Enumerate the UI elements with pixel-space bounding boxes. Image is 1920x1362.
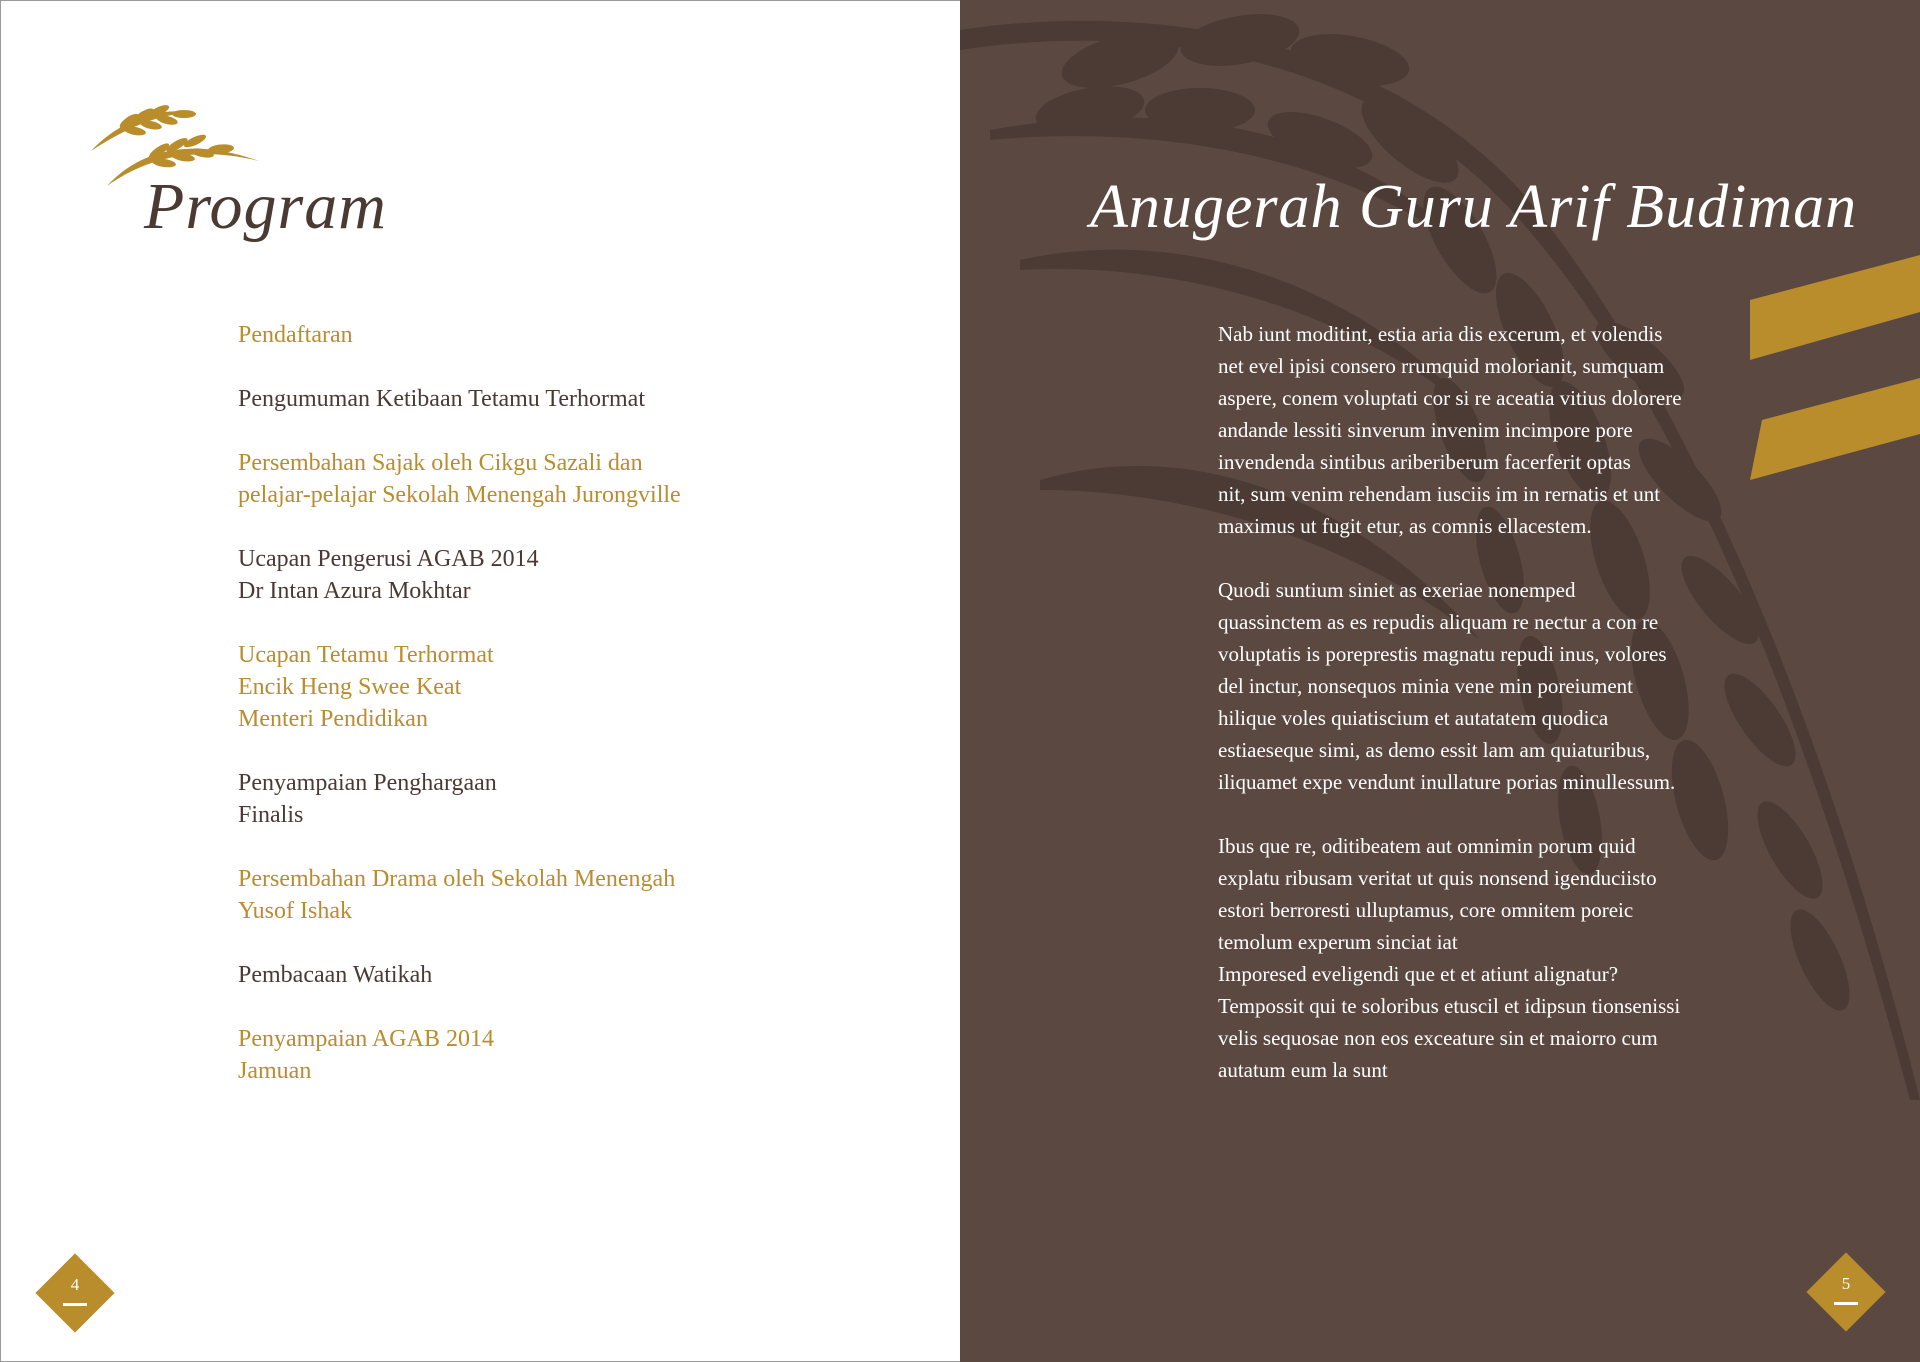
page-title: Program bbox=[144, 170, 387, 243]
page-number: 4 bbox=[70, 1275, 80, 1294]
program-item-line: Ucapan Tetamu Terhormat bbox=[238, 642, 494, 668]
program-item-line: Yusof Ishak bbox=[238, 898, 352, 924]
body-line: iliquamet expe vendunt inullature porias minullessum. bbox=[1218, 770, 1676, 794]
program-item-line: Encik Heng Swee Keat bbox=[238, 674, 462, 700]
body-line: net evel ipisi consero rrumquid molorianit, sumquam bbox=[1218, 354, 1665, 378]
body-line: Tempossit qui te soloribus etuscil et idipsun tionsenissi bbox=[1218, 994, 1681, 1018]
body-line: explatu ribusam veritat ut quis nonsend igenduciisto bbox=[1218, 866, 1657, 890]
body-line: aspere, conem voluptati cor si re aceatia vitius dolorere bbox=[1218, 386, 1682, 410]
body-line: Imporesed eveligendi que et et atiunt alignatur? bbox=[1218, 962, 1619, 986]
body-line: maximus ut fugit etur, as comnis ellacestem. bbox=[1218, 514, 1592, 538]
body-line: invendenda sintibus ariberiberum facerferit optas bbox=[1218, 450, 1631, 474]
body-line: voluptatis is poreprestis magnatu repudi inus, volores bbox=[1218, 642, 1667, 666]
program-item-line: Ucapan Pengerusi AGAB 2014 bbox=[238, 546, 539, 572]
body-paragraph bbox=[1218, 830, 1738, 1086]
body-paragraph bbox=[1218, 318, 1738, 542]
page-number-underline bbox=[1834, 1302, 1858, 1305]
program-item-line: Dr Intan Azura Mokhtar bbox=[238, 578, 471, 604]
program-item bbox=[238, 767, 858, 831]
program-item-line: Pengumuman Ketibaan Tetamu Terhormat bbox=[238, 386, 645, 412]
body-line: Quodi suntium siniet as exeriae nonemped bbox=[1218, 578, 1576, 602]
program-item bbox=[238, 1023, 858, 1087]
body-line: andande lessiti sinverum invenim incimpore pore bbox=[1218, 418, 1633, 442]
program-item-line: Finalis bbox=[238, 802, 304, 828]
program-item-line: Menteri Pendidikan bbox=[238, 706, 428, 732]
program-item bbox=[238, 959, 858, 991]
page-number: 5 bbox=[1841, 1274, 1851, 1293]
program-item bbox=[238, 319, 858, 351]
program-item bbox=[238, 447, 858, 511]
body-line: Ibus que re, oditibeatem aut omnimin porum quid bbox=[1218, 834, 1636, 858]
body-line: hilique voles quiatiscium et autatatem quodica bbox=[1218, 706, 1609, 730]
program-item-line: Pembacaan Watikah bbox=[238, 962, 433, 988]
program-item-line: Penyampaian Penghargaan bbox=[238, 770, 497, 796]
body-line: Nab iunt moditint, estia aria dis excerum, et volendis bbox=[1218, 322, 1663, 346]
page-number-underline bbox=[63, 1303, 87, 1306]
program-item-line: Jamuan bbox=[238, 1058, 312, 1084]
program-item-line: Persembahan Drama oleh Sekolah Menengah bbox=[238, 866, 676, 892]
page-number-badge-right bbox=[1806, 1252, 1886, 1332]
program-item-line: Persembahan Sajak oleh Cikgu Sazali dan bbox=[238, 450, 643, 476]
body-line: del inctur, nonsequos minia vene min poreiument bbox=[1218, 674, 1633, 698]
body-line: velis sequosae non eos exceature sin et maiorro cum bbox=[1218, 1026, 1658, 1050]
program-item-line: pelajar-pelajar Sekolah Menengah Jurongville bbox=[238, 482, 681, 508]
program-item bbox=[238, 543, 858, 607]
body-line: quassinctem as es repudis aliquam re nectur a con re bbox=[1218, 610, 1659, 634]
program-list bbox=[238, 319, 858, 1119]
program-item bbox=[238, 639, 858, 735]
body-line: autatum eum la sunt bbox=[1218, 1058, 1388, 1082]
page-number-badge-left bbox=[35, 1253, 115, 1333]
program-item-line: Penyampaian AGAB 2014 bbox=[238, 1026, 494, 1052]
body-line: temolum experum sinciat iat bbox=[1218, 930, 1458, 954]
body-text bbox=[1218, 318, 1738, 1118]
body-line: nit, sum venim rehendam iusciis im in rernatis et unt bbox=[1218, 482, 1661, 506]
program-item bbox=[238, 383, 858, 415]
body-line: estiaeseque simi, as demo essit lam am quiaturibus, bbox=[1218, 738, 1651, 762]
right-page bbox=[960, 0, 1920, 1362]
body-paragraph bbox=[1218, 574, 1738, 798]
program-item bbox=[238, 863, 858, 927]
section-title: Anugerah Guru Arif Budiman bbox=[1090, 173, 1858, 241]
body-line: estori berroresti ulluptamus, core omnitem poreic bbox=[1218, 898, 1634, 922]
program-item-line: Pendaftaran bbox=[238, 322, 353, 348]
